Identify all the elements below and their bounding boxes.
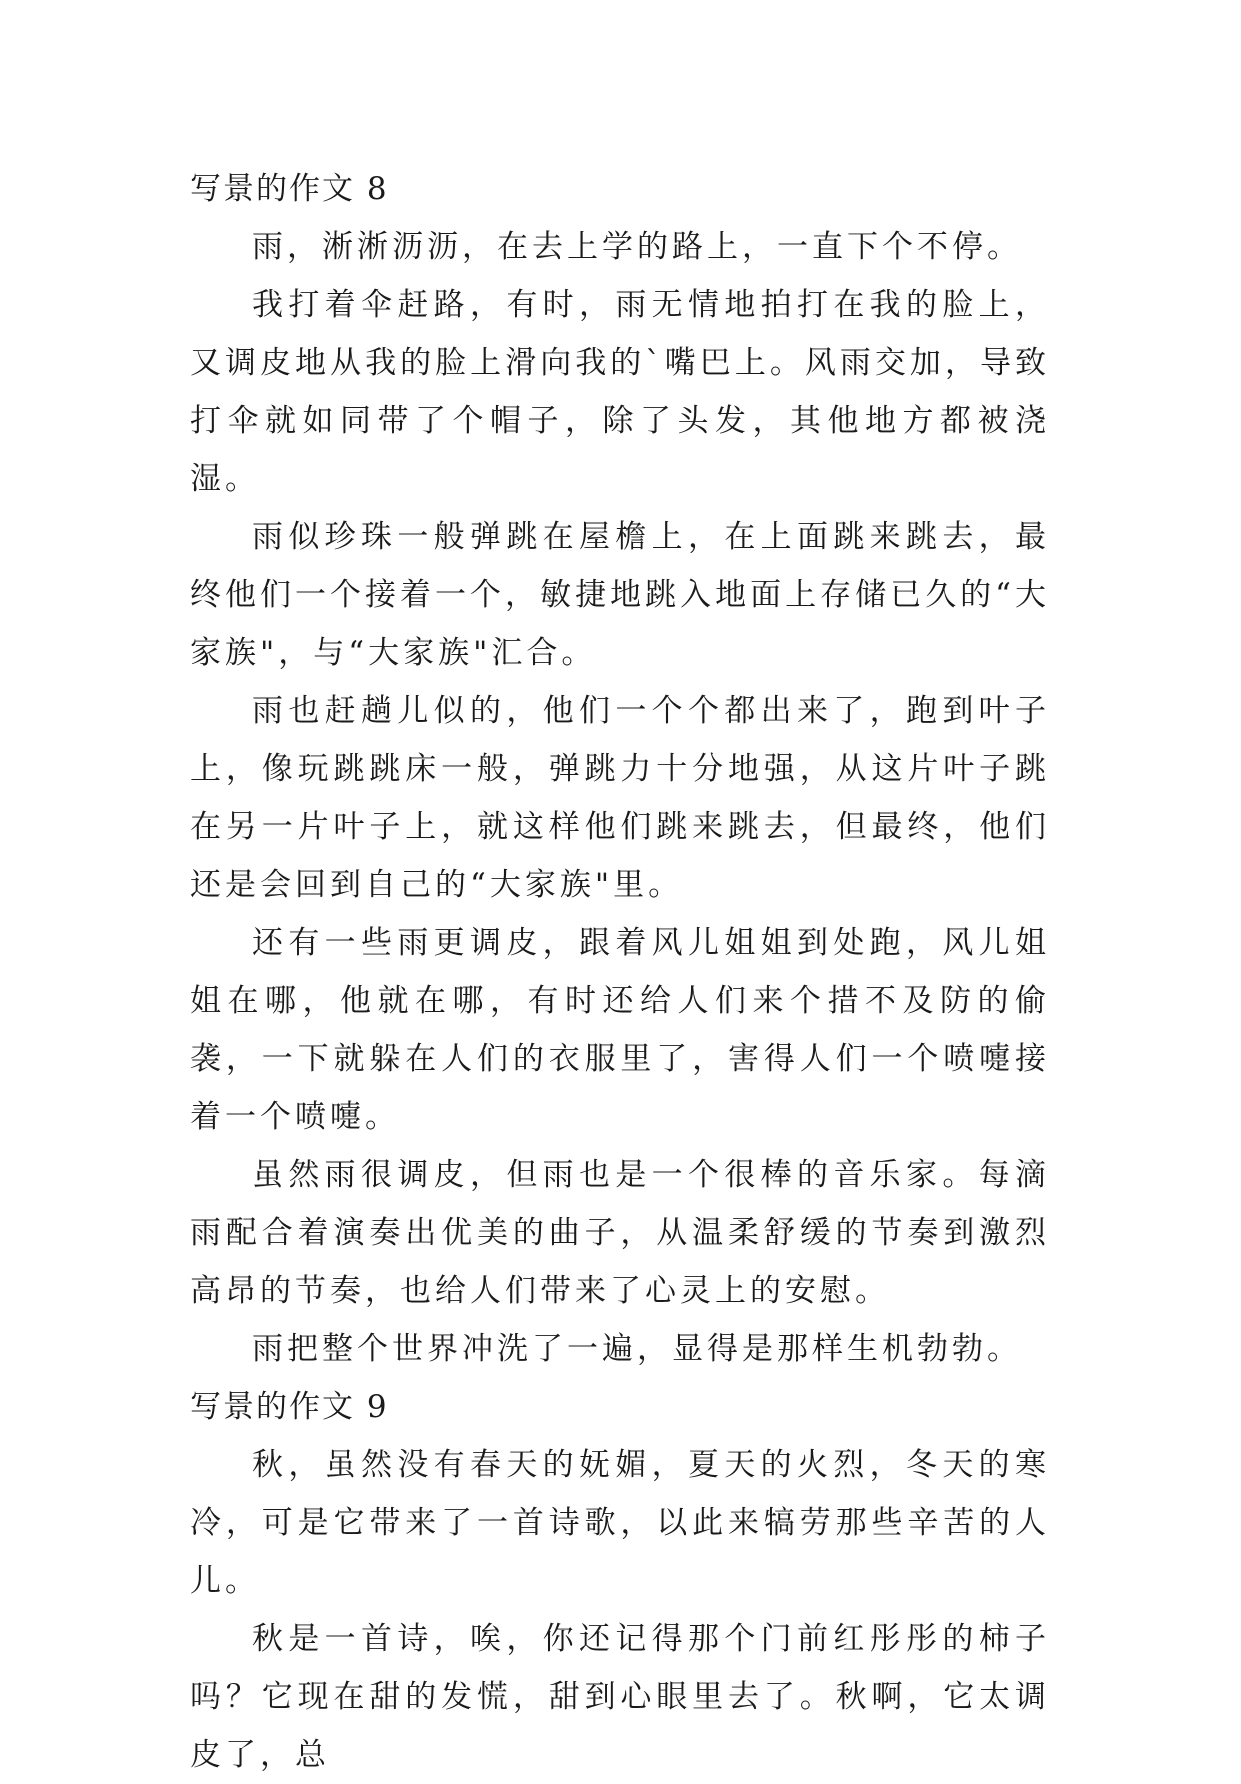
paragraph: 虽然雨很调皮，但雨也是一个很棒的音乐家。每滴雨配合着演奏出优美的曲子，从温柔舒缓的节奏到激烈高昂的节奏，也给人们带来了心灵上的安慰。 [190,1157,1050,1309]
paragraph: 还有一些雨更调皮，跟着风儿姐姐到处跑，风儿姐姐在哪，他就在哪，有时还给人们来个措不及防的偷袭，一下就躲在人们的衣服里了，害得人们一个喷嚏接着一个喷嚏。 [190,925,1050,1135]
paragraph: 雨也赶趟儿似的，他们一个个都出来了，跑到叶子上，像玩跳跳床一般，弹跳力十分地强，从这片叶子跳在另一片叶子上，就这样他们跳来跳去，但最终，他们还是会回到自己的“大家族"里。 [190,693,1050,903]
section-heading: 写景的作文 9 [190,1389,389,1425]
paragraph: 我打着伞赶路，有时，雨无情地拍打在我的脸上，又调皮地从我的脸上滑向我的`嘴巴上。风雨交加，导致打伞就如同带了个帽子，除了头发，其他地方都被浇湿。 [190,287,1050,497]
section-heading: 写景的作文 8 [190,171,389,207]
essay-section-9 [190,1378,1050,1784]
paragraph: 雨把整个世界冲洗了一遍，显得是那样生机勃勃。 [252,1331,1022,1367]
essay-section-8 [190,160,1050,1378]
paragraph: 秋，虽然没有春天的妩媚，夏天的火烈，冬天的寒冷，可是它带来了一首诗歌，以此来犒劳那些辛苦的人儿。 [190,1447,1050,1599]
paragraph: 秋是一首诗，唉，你还记得那个门前红彤彤的柿子吗？它现在甜的发慌，甜到心眼里去了。秋啊，它太调皮了，总 [190,1621,1050,1773]
paragraph: 雨，淅淅沥沥，在去上学的路上，一直下个不停。 [252,229,1022,265]
document-page [190,160,1050,1784]
paragraph: 雨似珍珠一般弹跳在屋檐上，在上面跳来跳去，最终他们一个接着一个，敏捷地跳入地面上存储已久的“大家族"，与“大家族"汇合。 [190,519,1050,671]
